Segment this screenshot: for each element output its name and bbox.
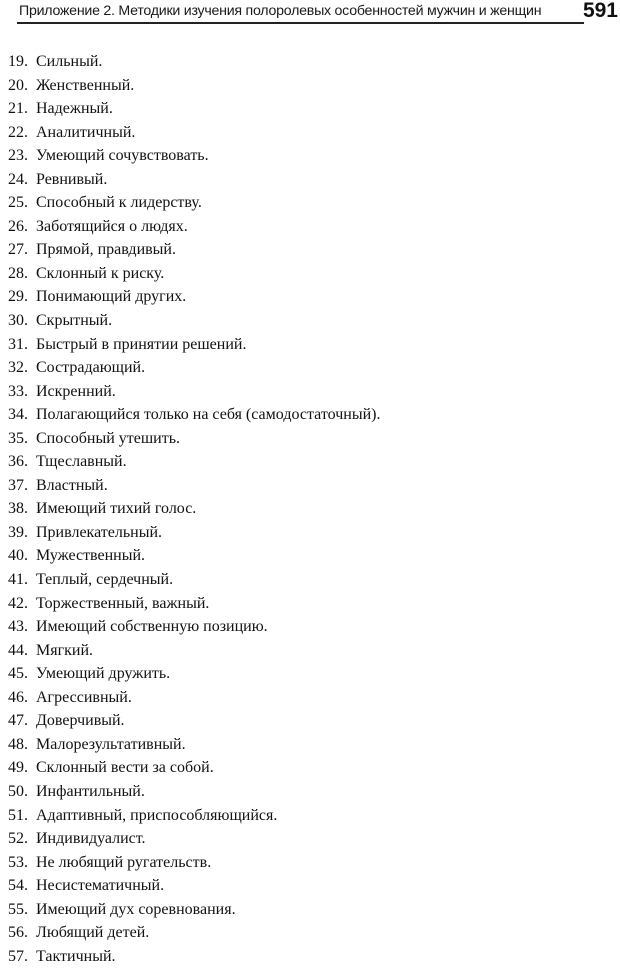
item-number: 29. (8, 288, 28, 306)
item-text: Индивидуалист. (36, 830, 146, 848)
item-number: 50. (8, 782, 28, 800)
list-item (0, 191, 380, 215)
item-number: 44. (8, 641, 28, 659)
item-text: Малорезультативный. (36, 735, 186, 753)
list-item (0, 544, 380, 568)
item-number: 22. (8, 123, 28, 141)
item-number: 28. (8, 264, 28, 282)
list-item (0, 898, 380, 922)
list-item (0, 851, 380, 875)
list-item (0, 215, 380, 239)
item-text: Имеющий собственную позицию. (36, 618, 268, 636)
item-number: 57. (8, 947, 28, 965)
item-text: Умеющий сочувствовать. (36, 147, 209, 165)
item-number: 48. (8, 735, 28, 753)
running-header (0, 0, 620, 26)
item-number: 30. (8, 312, 28, 330)
item-text: Тактичный. (36, 947, 116, 965)
item-number: 49. (8, 759, 28, 777)
item-text: Тщеславный. (36, 453, 127, 471)
item-text: Инфантильный. (36, 782, 145, 800)
list-item (0, 50, 380, 74)
item-text: Полагающийся только на себя (самодостаточный). (36, 406, 381, 424)
item-text: Теплый, сердечный. (36, 571, 174, 589)
item-text: Имеющий дух соревнования. (36, 900, 236, 918)
list-item (0, 356, 380, 380)
item-number: 36. (8, 453, 28, 471)
item-text: Надежный. (36, 100, 113, 118)
item-text: Сострадающий. (36, 359, 146, 377)
item-number: 39. (8, 523, 28, 541)
item-text: Любящий детей. (36, 924, 150, 942)
item-number: 53. (8, 853, 28, 871)
header-rule (17, 22, 584, 24)
item-number: 26. (8, 217, 28, 235)
item-number: 38. (8, 500, 28, 518)
list-item (0, 733, 380, 757)
list-item (0, 709, 380, 733)
list-item (0, 427, 380, 451)
item-number: 21. (8, 100, 28, 118)
item-number: 20. (8, 76, 28, 94)
item-text: Адаптивный, приспособляющийся. (36, 806, 278, 824)
list-item (0, 450, 380, 474)
item-text: Склонный вести за собой. (36, 759, 214, 777)
item-number: 23. (8, 147, 28, 165)
list-item (0, 238, 380, 262)
list-item (0, 121, 380, 145)
item-number: 19. (8, 53, 28, 70)
item-text: Агрессивный. (36, 688, 132, 706)
item-number: 52. (8, 830, 28, 848)
item-number: 46. (8, 688, 28, 706)
item-number: 56. (8, 924, 28, 942)
list-item (0, 380, 380, 404)
list-item (0, 333, 380, 357)
item-number: 55. (8, 900, 28, 918)
list-item (0, 144, 380, 168)
list-item (0, 827, 380, 851)
item-text: Привлекательный. (36, 523, 163, 541)
item-number: 45. (8, 665, 28, 683)
item-number: 32. (8, 359, 28, 377)
item-text: Заботящийся о людях. (36, 217, 188, 235)
item-number: 47. (8, 712, 28, 730)
list-item (0, 497, 380, 521)
list-item (0, 874, 380, 898)
list-item (0, 568, 380, 592)
item-text: Женственный. (36, 76, 135, 94)
list-item (0, 262, 380, 286)
item-number: 54. (8, 877, 28, 895)
item-text: Доверчивый. (36, 712, 125, 730)
list-item (0, 285, 380, 309)
item-text: Искренний. (36, 382, 116, 400)
item-number: 24. (8, 170, 28, 188)
list-item (0, 97, 380, 121)
item-text: Аналитичный. (36, 123, 136, 141)
list-item (0, 168, 380, 192)
item-number: 27. (8, 241, 28, 259)
item-text: Не любящий ругательств. (36, 853, 212, 871)
item-text: Сильный. (36, 53, 103, 70)
item-text: Прямой, правдивый. (36, 241, 176, 259)
item-text: Несистематичный. (36, 877, 165, 895)
header-title: Приложение 2. Методики изучения полоролевых особенностей мужчин и женщин (19, 3, 542, 19)
item-text: Склонный к риску. (36, 264, 165, 282)
item-text: Властный. (36, 476, 108, 494)
item-number: 25. (8, 194, 28, 212)
item-number: 42. (8, 594, 28, 612)
list-item (0, 639, 380, 663)
list-item (0, 686, 380, 710)
item-number: 40. (8, 547, 28, 565)
item-text: Быстрый в принятии решений. (36, 335, 247, 353)
list-item (0, 309, 380, 333)
item-text: Мягкий. (36, 641, 94, 659)
item-number: 34. (8, 406, 28, 424)
item-text: Способный утешить. (36, 429, 181, 447)
item-text: Имеющий тихий голос. (36, 500, 197, 518)
list-item (0, 756, 380, 780)
list-item (0, 403, 380, 427)
list-item (0, 804, 380, 828)
item-number: 43. (8, 618, 28, 636)
list-item (0, 521, 380, 545)
item-text: Умеющий дружить. (36, 665, 171, 683)
list-item (0, 615, 380, 639)
item-text: Скрытный. (36, 312, 113, 330)
item-text: Способный к лидерству. (36, 194, 202, 212)
item-number: 35. (8, 429, 28, 447)
list-item (0, 780, 380, 804)
item-text: Торжественный, важный. (36, 594, 210, 612)
item-number: 51. (8, 806, 28, 824)
list-item (0, 662, 380, 686)
item-text: Мужественный. (36, 547, 146, 565)
item-number: 41. (8, 571, 28, 589)
page-number: 591 (582, 0, 618, 22)
adjective-list (0, 50, 380, 968)
item-number: 33. (8, 382, 28, 400)
item-number: 37. (8, 476, 28, 494)
list-item (0, 921, 380, 945)
list-item (0, 74, 380, 98)
list-item (0, 474, 380, 498)
list-item (0, 945, 380, 968)
list-item (0, 592, 380, 616)
item-text: Ревнивый. (36, 170, 108, 188)
item-text: Понимающий других. (36, 288, 187, 306)
item-number: 31. (8, 335, 28, 353)
